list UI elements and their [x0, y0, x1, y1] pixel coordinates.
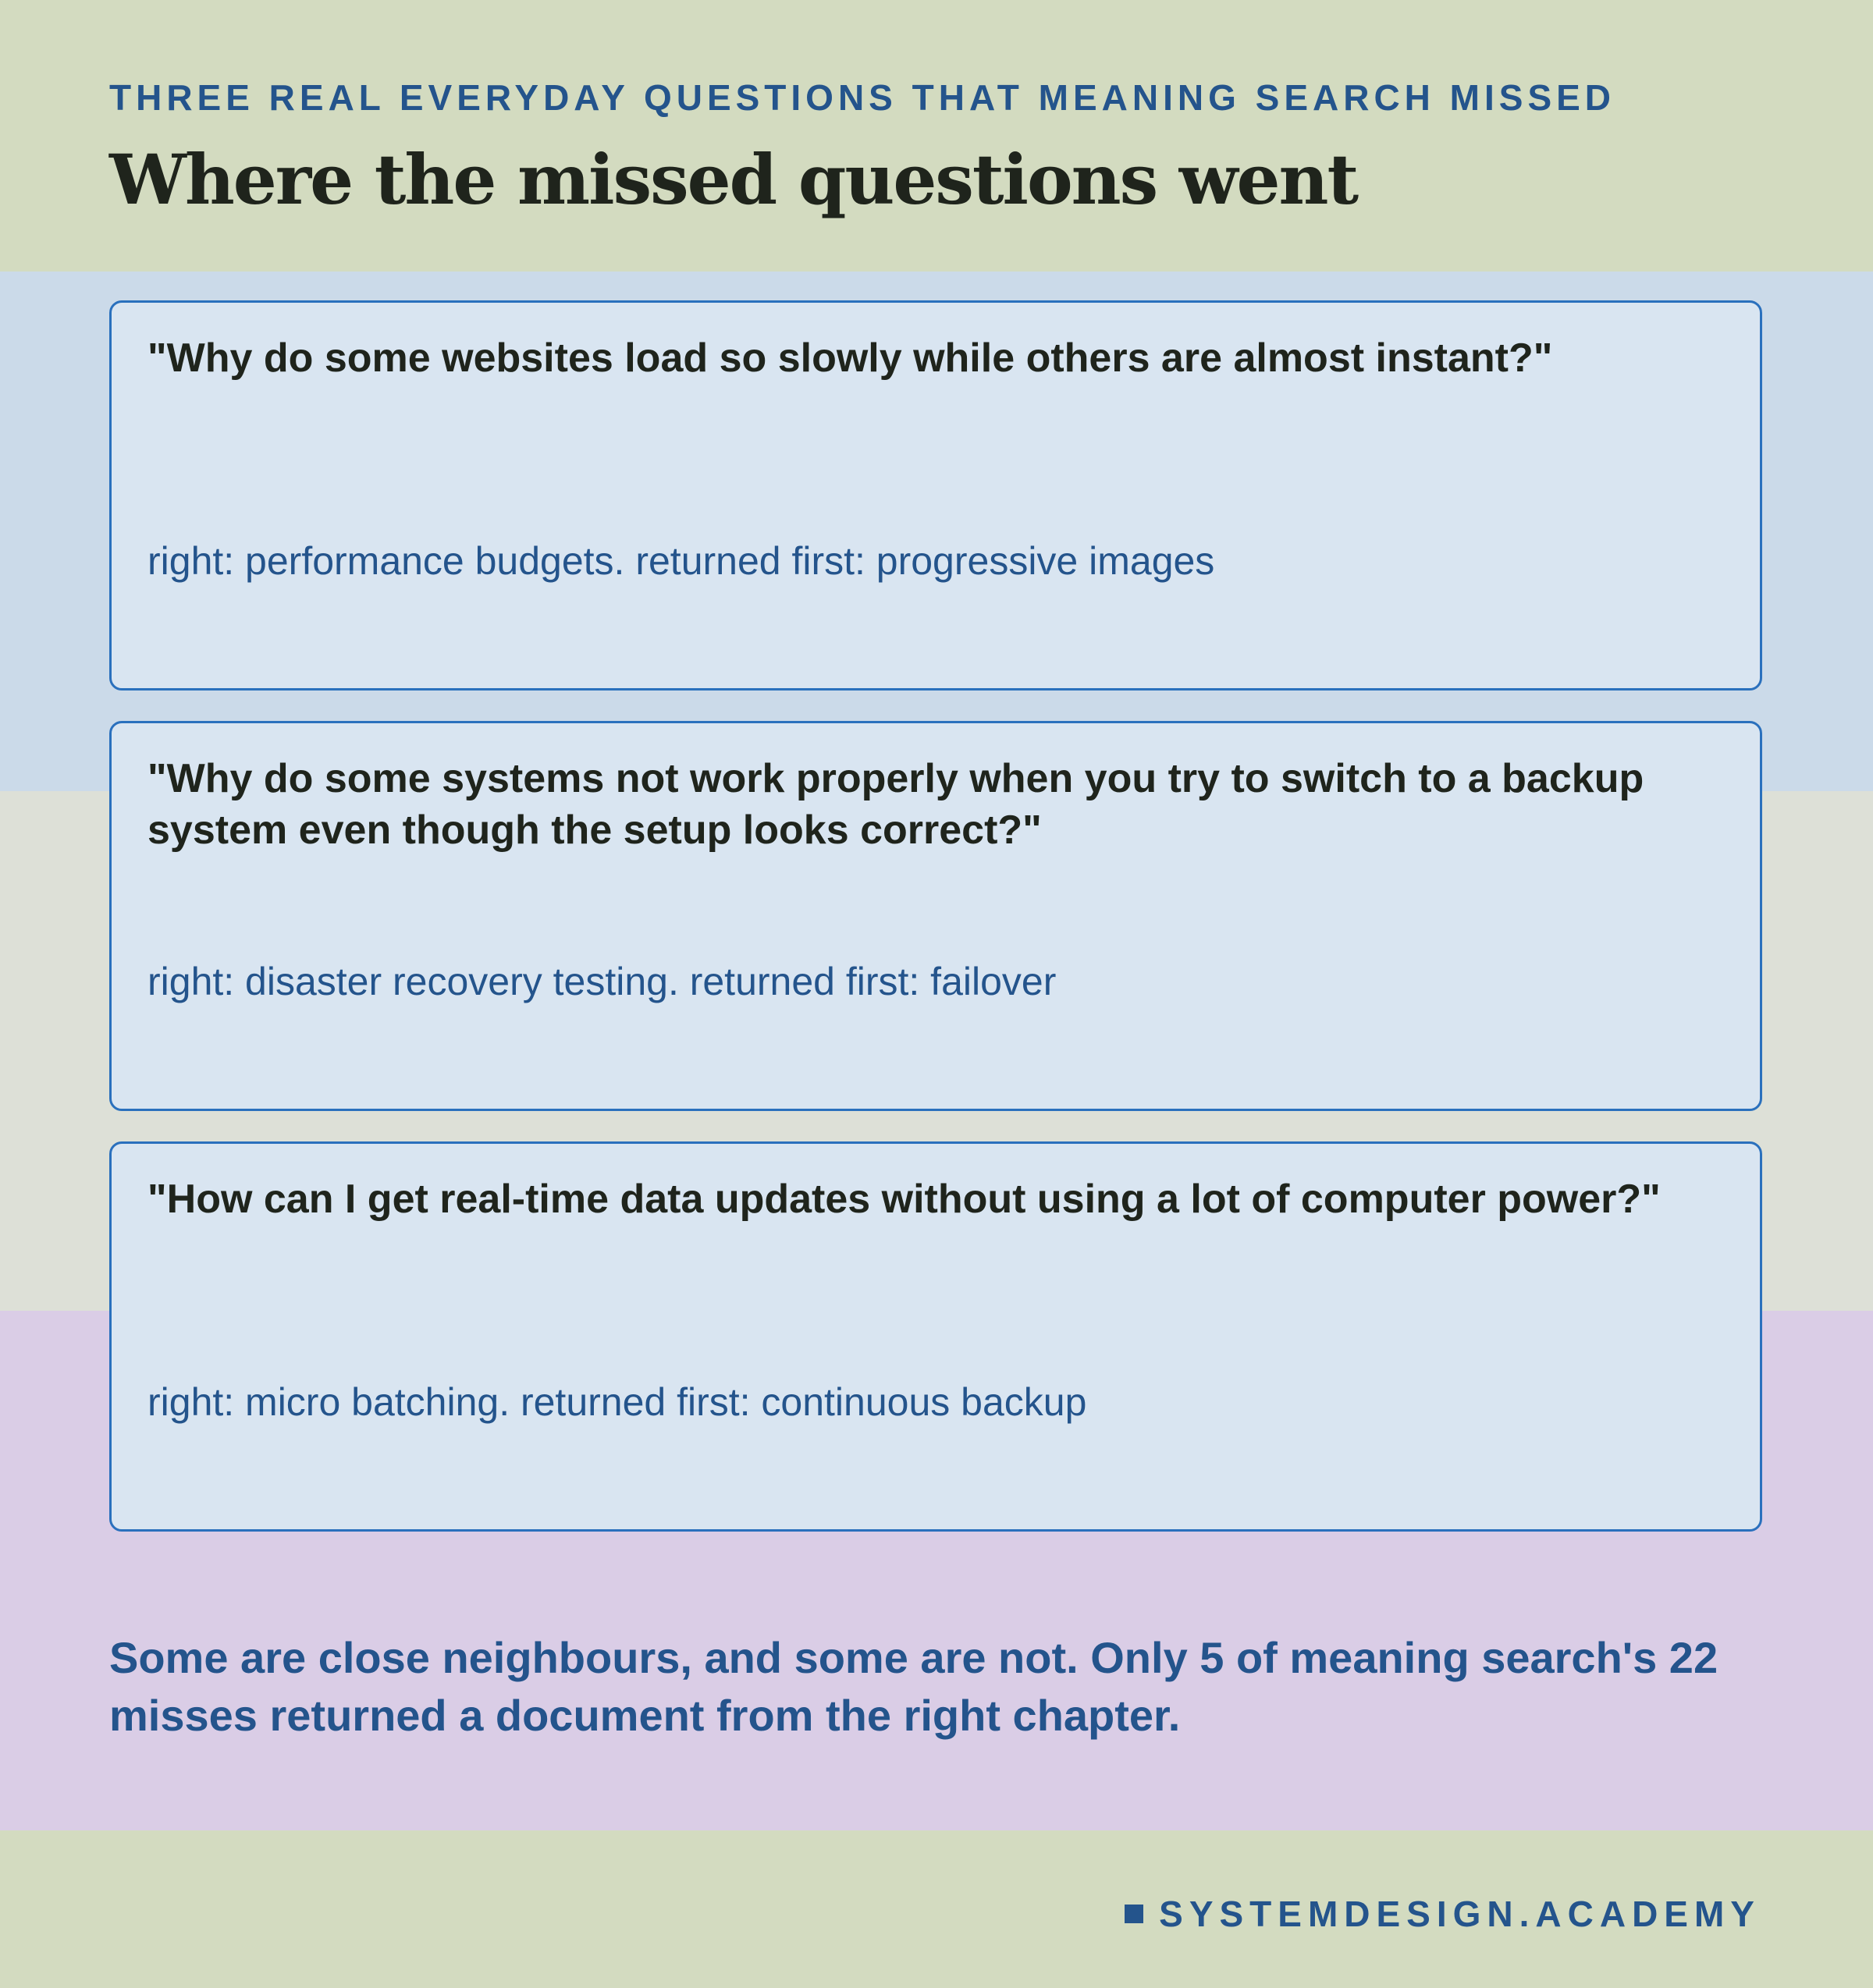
question-text: "How can I get real-time data updates without using a lot of computer power?" — [147, 1177, 1661, 1222]
answer-text: right: performance budgets. returned first: progressive images — [147, 539, 1215, 583]
square-icon — [1125, 1905, 1143, 1923]
question-text: "Why do some systems not work properly when you try to switch to a backup system even though the setup looks correct?" — [147, 756, 1644, 853]
question-text: "Why do some websites load so slowly while others are almost instant?" — [147, 335, 1553, 381]
question-card — [109, 721, 1762, 1111]
eyebrow-label: THREE REAL EVERYDAY QUESTIONS THAT MEANING SEARCH MISSED — [109, 77, 1616, 118]
conclusion-text: Some are close neighbours, and some are not. Only 5 of meaning search's 22 misses returned a document from the right chapter. — [109, 1633, 1718, 1740]
answer-text: right: disaster recovery testing. returned first: failover — [147, 960, 1057, 1003]
question-card — [109, 1141, 1762, 1532]
question-card — [109, 300, 1762, 690]
brand-name: SYSTEMDESIGN.ACADEMY — [1159, 1894, 1761, 1934]
brand-mark — [1125, 1893, 1761, 1935]
answer-text: right: micro batching. returned first: continuous backup — [147, 1380, 1087, 1424]
page-title: Where the missed questions went — [109, 139, 1358, 220]
header-band — [0, 0, 1873, 272]
